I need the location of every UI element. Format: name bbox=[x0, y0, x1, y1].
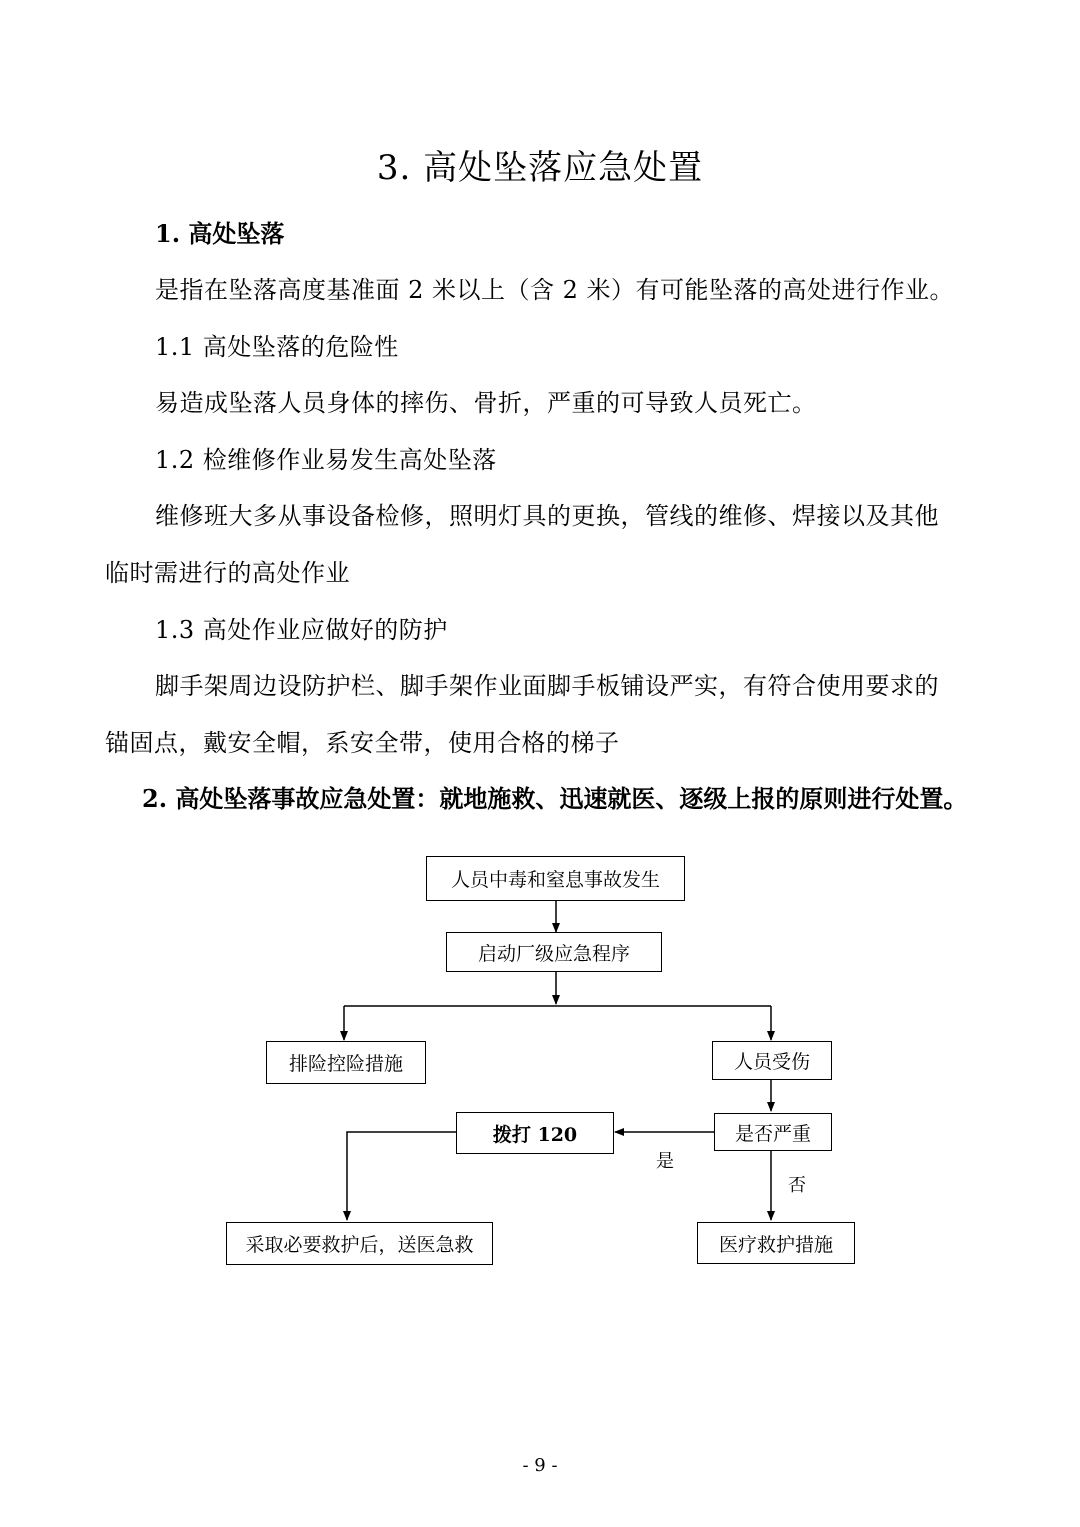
page-number: - 9 - bbox=[522, 1455, 558, 1476]
section-1-2-text-line2: 临时需进行的高处作业 bbox=[105, 559, 350, 587]
flow-box-serious: 是否严重 bbox=[714, 1113, 832, 1151]
section-1-2-heading: 1.2 检维修作业易发生高处坠落 bbox=[155, 446, 497, 474]
section-1-heading: 1. 高处坠落 bbox=[155, 219, 285, 248]
arrow-call-to-send bbox=[347, 1132, 456, 1220]
section-1-3-text-line2: 锚固点，戴安全帽，系安全带，使用合格的梯子 bbox=[105, 729, 620, 757]
flow-box-launch: 启动厂级应急程序 bbox=[446, 932, 662, 972]
section-1-3-heading: 1.3 高处作业应做好的防护 bbox=[155, 616, 448, 644]
flow-box-control: 排险控险措施 bbox=[266, 1041, 426, 1084]
section-1-1-text: 易造成坠落人员身体的摔伤、骨折，严重的可导致人员死亡。 bbox=[155, 389, 817, 417]
section-2-heading: 2. 高处坠落事故应急处置：就地施救、迅速就医、逐级上报的原则进行处置。 bbox=[142, 784, 968, 813]
flow-label-no: 否 bbox=[788, 1175, 806, 1196]
flow-label-yes: 是 bbox=[656, 1151, 674, 1172]
flow-box-call: 拨打 120 bbox=[456, 1112, 614, 1154]
flow-box-start: 人员中毒和窒息事故发生 bbox=[426, 856, 685, 901]
section-1-3-text-line1: 脚手架周边设防护栏、脚手架作业面脚手板铺设严实，有符合使用要求的 bbox=[155, 672, 939, 700]
flow-box-injured: 人员受伤 bbox=[712, 1041, 832, 1080]
flow-box-medical: 医疗救护措施 bbox=[697, 1222, 855, 1264]
page-title: 3. 高处坠落应急处置 bbox=[376, 148, 704, 188]
flow-box-send: 采取必要救护后，送医急救 bbox=[226, 1222, 493, 1265]
section-1-text: 是指在坠落高度基准面 2 米以上（含 2 米）有可能坠落的高处进行作业。 bbox=[155, 276, 955, 304]
section-1-2-text-line1: 维修班大多从事设备检修，照明灯具的更换，管线的维修、焊接以及其他 bbox=[155, 502, 939, 530]
section-1-1-heading: 1.1 高处坠落的危险性 bbox=[155, 333, 399, 361]
